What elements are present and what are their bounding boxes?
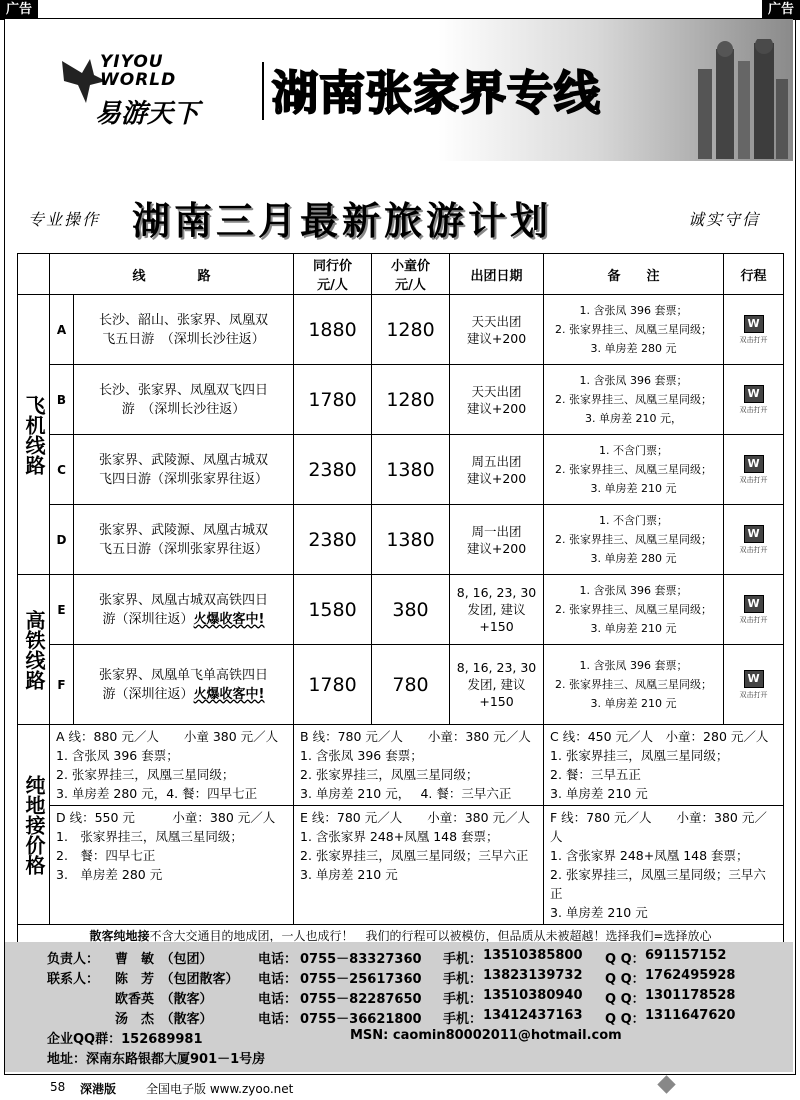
land-line: 1. 含张凤 396 套票； xyxy=(56,748,179,763)
contact-name: 欧香英 （散客） xyxy=(115,992,213,1007)
peer-price: 1780 xyxy=(294,645,372,725)
route-letter: C xyxy=(50,435,74,505)
contact-qq: 1311647620 xyxy=(645,1008,736,1023)
header-departure: 出团日期 xyxy=(450,254,544,295)
contact-name: 汤 杰 （散客） xyxy=(115,1012,213,1027)
open-doc-caption: 双击打开 xyxy=(739,335,768,344)
contact-qq: 1762495928 xyxy=(645,968,736,983)
route-line-1: 长沙、张家界、凤凰双飞四日 xyxy=(99,382,269,398)
contact-phone: 0755－36621800 xyxy=(300,1012,422,1027)
departure-line: 建议+200 xyxy=(466,400,527,416)
land-line: 3. 单房差 210 元 xyxy=(300,867,398,882)
note-line: 3. 单房差 210 元 xyxy=(590,482,677,495)
route-line-2-text: 飞四日游（深圳张家界往返） xyxy=(99,471,269,487)
open-doc-caption: 双击打开 xyxy=(739,690,768,699)
note-line: 1. 含张凤 396 套票； xyxy=(579,374,688,387)
note-line: 1. 不含门票； xyxy=(599,514,669,527)
land-line: 3. 单房差 210 元 xyxy=(550,905,648,920)
itinerary-cell xyxy=(724,505,784,575)
note-line: 1. 含张凤 396 套票； xyxy=(579,304,688,317)
contact-row xyxy=(5,968,793,988)
departure-cell xyxy=(450,505,544,575)
land-line: F 线：780 元／人 小童：380 元／人 xyxy=(550,810,767,844)
land-line: 2. 餐：四早七正 xyxy=(56,848,156,863)
word-document-icon[interactable]: W xyxy=(744,315,764,333)
note-line: 3. 单房差 210 元 xyxy=(590,622,677,635)
land-line: 3. 单房差 210 元 xyxy=(550,786,648,801)
land-cell-f xyxy=(544,806,784,925)
contact-name: 陈 芳 （包团散客） xyxy=(115,972,239,987)
itinerary-cell xyxy=(724,295,784,365)
land-line: 2. 张家界挂三，凤凰三星同级；三早六正 xyxy=(300,848,529,863)
departure-line: +150 xyxy=(479,619,514,634)
table-row xyxy=(18,645,784,725)
child-price: 780 xyxy=(372,645,450,725)
table-header-row xyxy=(18,254,784,295)
notes-cell xyxy=(544,575,724,645)
departure-line: 周一出团 xyxy=(471,523,522,539)
category-air: 飞机线路 xyxy=(18,295,50,575)
contact-row xyxy=(5,988,793,1008)
category-rail: 高铁线路 xyxy=(18,575,50,725)
peer-price: 2380 xyxy=(294,505,372,575)
land-line: B 线：780 元／人 小童：380 元／人 xyxy=(300,729,531,744)
banner-title: 湖南张家界专线 xyxy=(272,66,601,120)
contact-phone: 0755－83327360 xyxy=(300,952,422,967)
contact-mobile-label: 手机： xyxy=(443,1012,483,1027)
table-row xyxy=(18,435,784,505)
route-line-2-text: 游（深圳往返） xyxy=(102,686,194,702)
header-route: 线 路 xyxy=(50,254,294,295)
header-child-price xyxy=(372,254,450,295)
departure-line: 8, 16, 23, 30 xyxy=(456,660,537,675)
departure-line: 建议+200 xyxy=(466,470,527,486)
ad-tag-left: 广告 xyxy=(0,0,38,20)
logo-en-line2: WORLD xyxy=(100,70,177,90)
contact-qq-label: Q Q： xyxy=(605,1012,645,1027)
note-line: 3. 单房差 210 元 xyxy=(590,697,677,710)
karst-pillars-image xyxy=(690,39,790,159)
route-line-1: 张家界、凤凰单飞单高铁四日 xyxy=(99,667,269,683)
route-cell xyxy=(74,365,294,435)
land-line: 3. 单房差 280 元 xyxy=(56,867,163,882)
address: 地址：深南东路银都大厦901－1号房 xyxy=(47,1052,266,1067)
route-line-2 xyxy=(74,470,293,489)
land-line: 1. 含张家界 248+凤凰 148 套票； xyxy=(550,848,749,863)
contact-qq-label: Q Q： xyxy=(605,992,645,1007)
land-cell-c xyxy=(544,725,784,806)
departure-cell xyxy=(450,435,544,505)
route-line-2-text: 游 （深圳长沙往返） xyxy=(121,401,246,417)
land-line: 2. 张家界挂三，凤凰三星同级； xyxy=(56,767,235,782)
itinerary-cell xyxy=(724,645,784,725)
land-line: 3. 单房差 280 元，4. 餐：四早七正 xyxy=(56,786,258,801)
word-document-icon[interactable]: W xyxy=(744,385,764,403)
ad-tag-right: 广告 xyxy=(762,0,800,20)
header-peer-price xyxy=(294,254,372,295)
route-line-2-text: 飞五日游 （深圳长沙往返） xyxy=(102,331,265,347)
notes-cell xyxy=(544,645,724,725)
open-doc-caption: 双击打开 xyxy=(739,475,768,484)
departure-line: 建议+200 xyxy=(466,330,527,346)
route-letter: D xyxy=(50,505,74,575)
land-line: E 线：780 元／人 小童：380 元／人 xyxy=(300,810,531,825)
peer-price: 1780 xyxy=(294,365,372,435)
itinerary-cell xyxy=(724,435,784,505)
contact-phone-label: 电话： xyxy=(258,992,298,1007)
child-price: 1280 xyxy=(372,365,450,435)
child-price: 1280 xyxy=(372,295,450,365)
table-row xyxy=(18,295,784,365)
route-letter: B xyxy=(50,365,74,435)
company-qq-row xyxy=(5,1028,793,1048)
peer-price: 1880 xyxy=(294,295,372,365)
contact-name: 曹 敏 （包团） xyxy=(115,952,213,967)
departure-line: 周五出团 xyxy=(471,453,522,469)
route-line-2 xyxy=(74,400,293,419)
hot-sale-badge: 火爆收客中! xyxy=(193,686,265,702)
route-cell xyxy=(74,645,294,725)
contacts-panel xyxy=(5,942,793,1072)
route-line-1: 张家界、武陵源、凤凰古城双 xyxy=(99,522,269,538)
contact-phone: 0755－25617360 xyxy=(300,972,422,987)
website[interactable]: 全国电子版 www.zyoo.net xyxy=(146,1082,294,1096)
route-line-1: 长沙、韶山、张家界、凤凰双 xyxy=(99,312,269,328)
note-line: 1. 含张凤 396 套票； xyxy=(579,659,688,672)
open-doc-caption: 双击打开 xyxy=(739,545,768,554)
departure-cell xyxy=(450,575,544,645)
note-line: 1. 含张凤 396 套票； xyxy=(579,584,688,597)
page-number: 58 xyxy=(50,1080,66,1094)
route-line-1: 张家界、武陵源、凤凰古城双 xyxy=(99,452,269,468)
address-row xyxy=(5,1048,793,1068)
land-line: 2. 张家界挂三，凤凰三星同级； xyxy=(300,767,479,782)
itinerary-cell xyxy=(724,365,784,435)
land-line: 3. 单房差 210 元， 4. 餐：三早六正 xyxy=(300,786,512,801)
header-slogan-right: 诚实守信 xyxy=(688,210,761,229)
contact-qq-label: Q Q： xyxy=(605,972,645,987)
land-line: 1. 含张家界 248+凤凰 148 套票； xyxy=(300,829,499,844)
departure-cell xyxy=(450,645,544,725)
open-doc-caption: 双击打开 xyxy=(739,405,768,414)
logo-text-cn: 易游天下 xyxy=(95,99,200,129)
land-line: 1. 张家界挂三，凤凰三星同级； xyxy=(56,829,243,844)
departure-line: 8, 16, 23, 30 xyxy=(456,585,537,600)
route-line-2-text: 飞五日游（深圳张家界往返） xyxy=(99,541,269,557)
land-cell-b xyxy=(294,725,544,806)
note-line: 2. 张家界挂三、凤凰三星同级； xyxy=(555,533,713,546)
departure-line: +150 xyxy=(479,694,514,709)
departure-line: 发团, 建议 xyxy=(467,602,526,617)
route-rows xyxy=(18,295,784,725)
company-qq: 企业QQ群：152689981 xyxy=(47,1032,203,1047)
land-cell-a xyxy=(50,725,294,806)
route-cell xyxy=(74,435,294,505)
msn: MSN: caomin80002011@hotmail.com xyxy=(350,1028,622,1043)
note-line: 2. 张家界挂三、凤凰三星同级； xyxy=(555,603,713,616)
footnote-bold: 散客纯地接 xyxy=(89,928,150,943)
note-line: 3. 单房差 210 元， xyxy=(585,412,682,425)
departure-cell xyxy=(450,365,544,435)
contact-mobile-label: 手机： xyxy=(443,972,483,987)
contact-mobile: 13510385800 xyxy=(483,948,583,963)
notes-cell xyxy=(544,295,724,365)
table-row xyxy=(18,365,784,435)
note-line: 3. 单房差 280 元 xyxy=(590,342,677,355)
header-slogan-left: 专业操作 xyxy=(28,210,101,229)
route-cell xyxy=(74,575,294,645)
route-line-2 xyxy=(74,685,293,704)
contact-phone-label: 电话： xyxy=(258,952,298,967)
contact-role: 联系人： xyxy=(47,972,100,987)
route-cell xyxy=(74,505,294,575)
land-line: 2. 餐：三早五正 xyxy=(550,767,641,782)
note-line: 2. 张家界挂三、凤凰三星同级； xyxy=(555,323,713,336)
contact-phone-label: 电话： xyxy=(258,1012,298,1027)
contact-mobile: 13510380940 xyxy=(483,988,583,1003)
child-price: 1380 xyxy=(372,435,450,505)
contact-row xyxy=(5,948,793,968)
child-price-unit: 元/人 xyxy=(395,278,426,293)
departure-line: 发团, 建议 xyxy=(467,677,526,692)
header-blank xyxy=(18,254,50,295)
contact-role: 负责人： xyxy=(47,952,100,967)
header-notes: 备 注 xyxy=(544,254,724,295)
contact-qq: 691157152 xyxy=(645,948,727,963)
route-letter: A xyxy=(50,295,74,365)
note-line: 2. 张家界挂三、凤凰三星同级； xyxy=(555,463,713,476)
tour-price-table xyxy=(17,253,784,946)
contact-phone-label: 电话： xyxy=(258,972,298,987)
land-cell-d xyxy=(50,806,294,925)
land-line: 1. 张家界挂三，凤凰三星同级； xyxy=(550,748,729,763)
table-row xyxy=(18,575,784,645)
child-price: 380 xyxy=(372,575,450,645)
open-doc-caption: 双击打开 xyxy=(739,615,768,624)
land-line: 2. 张家界挂三，凤凰三星同级；三早六正 xyxy=(550,867,766,901)
route-line-2 xyxy=(74,540,293,559)
logo-text-en xyxy=(100,53,176,89)
route-cell xyxy=(74,295,294,365)
peer-price-label: 同行价 xyxy=(313,259,353,274)
contact-mobile: 13412437163 xyxy=(483,1008,583,1023)
note-line: 2. 张家界挂三、凤凰三星同级； xyxy=(555,393,713,406)
logo-en-line1: YIYOU xyxy=(100,52,164,72)
word-document-icon[interactable]: W xyxy=(744,525,764,543)
page-title: 湖南三月最新旅游计划 xyxy=(132,199,553,243)
notes-cell xyxy=(544,365,724,435)
contact-mobile-label: 手机： xyxy=(443,952,483,967)
land-line: 1. 含张凤 396 套票； xyxy=(300,748,423,763)
word-document-icon[interactable]: W xyxy=(744,595,764,613)
land-cell-e xyxy=(294,806,544,925)
departure-line: 天天出团 xyxy=(471,313,522,329)
logo-separator xyxy=(262,62,264,120)
child-price: 1380 xyxy=(372,505,450,575)
header-itinerary: 行程 xyxy=(724,254,784,295)
land-line: A 线：880 元／人 小童 380 元／人 xyxy=(56,729,279,744)
note-line: 3. 单房差 280 元 xyxy=(590,552,677,565)
word-document-icon[interactable]: W xyxy=(744,670,764,688)
notes-cell xyxy=(544,435,724,505)
land-line: D 线：550 元 小童：380 元／人 xyxy=(56,810,276,825)
contact-qq: 1301178528 xyxy=(645,988,736,1003)
departure-cell xyxy=(450,295,544,365)
contact-qq-label: Q Q： xyxy=(605,952,645,967)
route-letter: E xyxy=(50,575,74,645)
departure-line: 天天出团 xyxy=(471,383,522,399)
peer-price: 2380 xyxy=(294,435,372,505)
contact-mobile-label: 手机： xyxy=(443,992,483,1007)
route-letter: F xyxy=(50,645,74,725)
footnote-text: 不含大交通目的地成团，一人也成行！ 我们的行程可以被模仿，但品质从未被超越！选择我们=选择放心 xyxy=(149,928,712,943)
route-line-2 xyxy=(74,610,293,629)
contact-row xyxy=(5,1008,793,1028)
note-line: 2. 张家界挂三、凤凰三星同级； xyxy=(555,678,713,691)
land-row-1 xyxy=(18,725,784,806)
peer-price-unit: 元/人 xyxy=(317,278,348,293)
word-document-icon[interactable]: W xyxy=(744,455,764,473)
land-row-2 xyxy=(18,806,784,925)
contact-phone: 0755－82287650 xyxy=(300,992,422,1007)
route-line-2 xyxy=(74,330,293,349)
notes-cell xyxy=(544,505,724,575)
hot-sale-badge: 火爆收客中! xyxy=(193,611,265,627)
table-row xyxy=(18,505,784,575)
land-line: C 线：450 元／人 小童：280 元／人 xyxy=(550,729,769,744)
contact-mobile: 13823139732 xyxy=(483,968,583,983)
category-land: 纯地接价格 xyxy=(18,725,50,925)
route-line-1: 张家界、凤凰古城双高铁四日 xyxy=(99,592,269,608)
peer-price: 1580 xyxy=(294,575,372,645)
route-line-2-text: 游（深圳往返） xyxy=(102,611,194,627)
itinerary-cell xyxy=(724,575,784,645)
note-line: 1. 不含门票； xyxy=(599,444,669,457)
page-footer xyxy=(0,1074,800,1100)
child-price-label: 小童价 xyxy=(391,259,431,274)
edition-label: 深港版 xyxy=(80,1082,117,1096)
departure-line: 建议+200 xyxy=(466,540,527,556)
